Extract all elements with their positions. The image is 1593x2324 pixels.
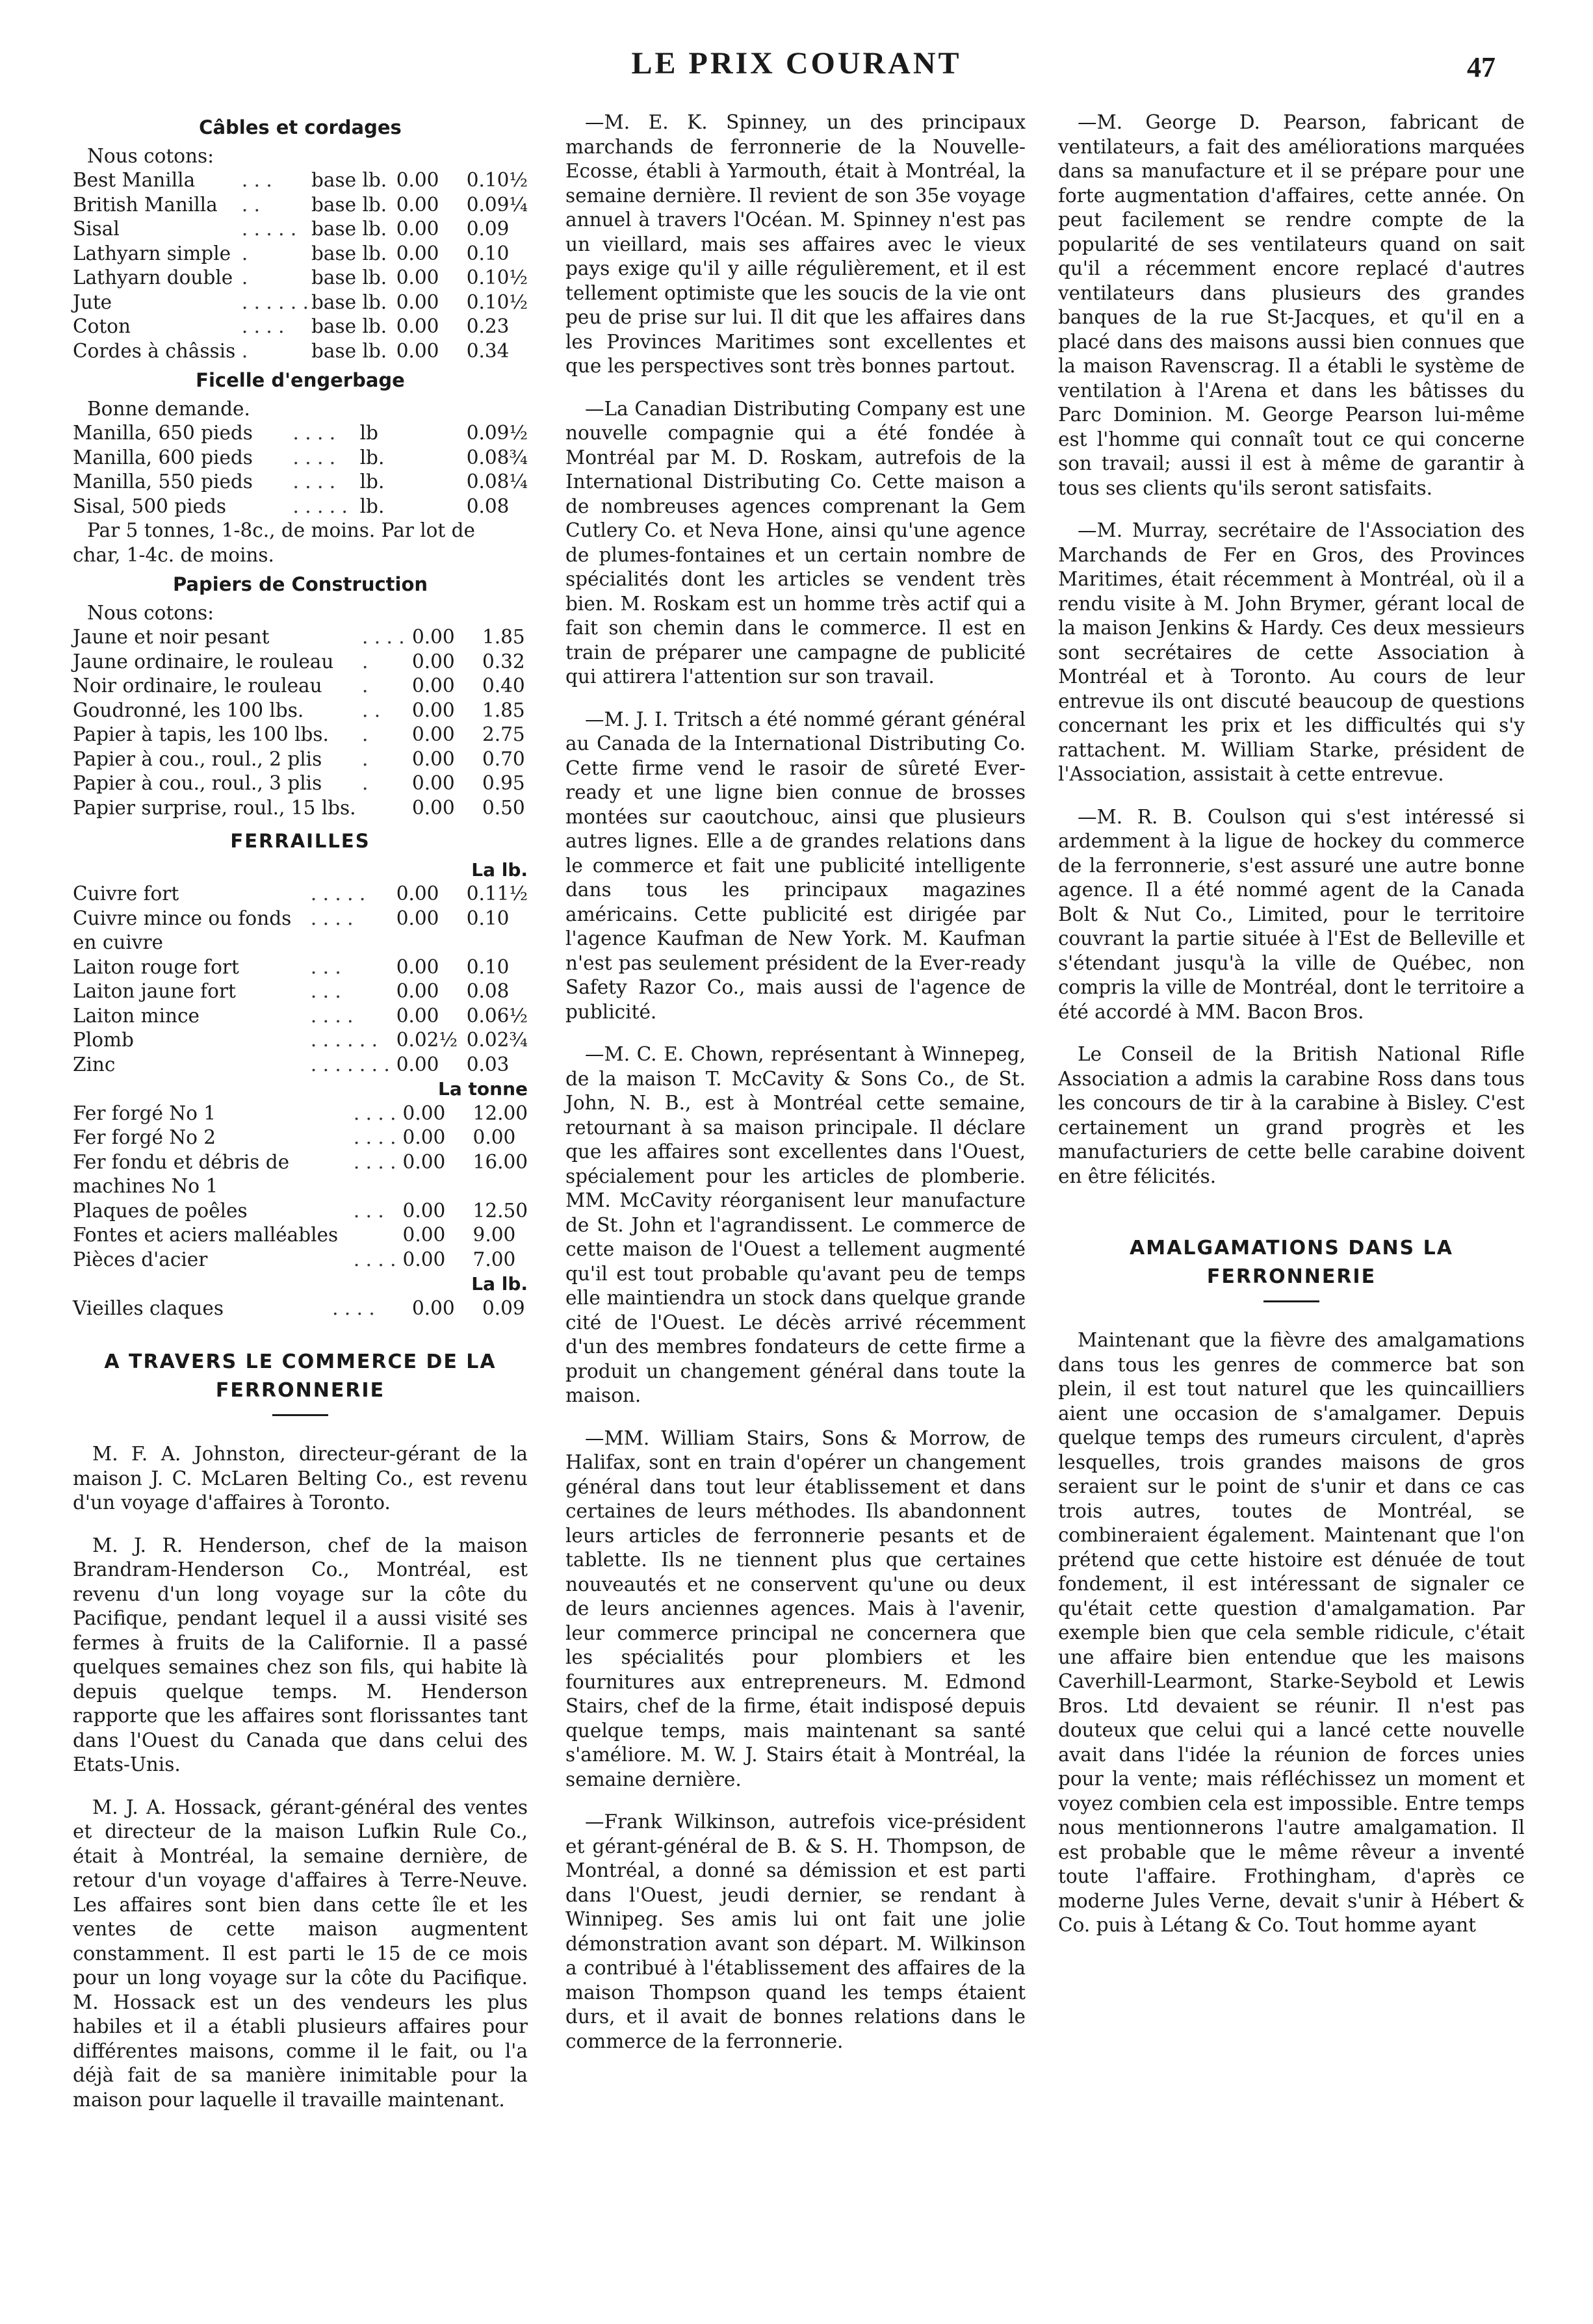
price-high: 9.00 (473, 1224, 516, 1246)
ferrailles-table-2 (73, 1102, 528, 1272)
price-row (73, 650, 528, 675)
leader-dots: . . . . (353, 1102, 396, 1124)
leader-dots: . . . (241, 169, 272, 191)
item-name: Papier à cou., roul., 3 plis (73, 772, 322, 794)
item-name: Fer fondu et débris de machines No 1 (73, 1150, 290, 1197)
item-name: Pièces d'acier (73, 1248, 208, 1271)
price-low: 0.00 (396, 883, 439, 905)
price-high: 0.10½ (466, 266, 528, 289)
item-name: Plomb (73, 1029, 134, 1051)
price-low: 0.00 (412, 796, 455, 819)
price-low: 0.00 (402, 1224, 446, 1246)
article-paragraph: M. J. A. Hossack, gérant-général des ventes et directeur de la maison Lufkin Rule Co., était à Montréal, la semaine dernière, de retour d'un voyage d'affaires à Terre-Neuve. Les affaires sont bien dans cette île et les ventes de cette maison augmentent constamment. Il est parti le 15 de ce mois pour un long voyage sur la côte du Pacifique. M. Hossack est un des vendeurs les plus habiles et il a établi plusieurs affaires pour différentes maisons, comme il le fait, ou l'a déjà fait de sa manière inimitable pour la maison pour laquelle il travaille maintenant. (73, 1796, 528, 2111)
article-paragraph: —M. C. E. Chown, représentant à Winnepeg, de la maison T. McCavity & Sons Co., de St. John, N. B., est à Montréal cette semaine, retournant à sa maison principale. Il déclare que les affaires sont excellentes dans l'Ouest, spécialement pour les articles de plomberie. MM. McCavity réorganisent leur manufacture de St. John et l'agrandissent. Le commerce de cette maison de l'Ouest a tellement augmenté qu'il est tout probable qu'avant peu de temps elle maintiendra un stock dans quelque grande cité de l'Ouest. Le décès arrivé récemment d'un des membres fondateurs de cette firme a produit un changement général dans toute la maison. (565, 1043, 1026, 1406)
item-name: Fer forgé No 2 (73, 1126, 216, 1148)
price-low: 0.00 (396, 955, 439, 978)
price-high: 0.09¼ (466, 193, 528, 216)
price-high: 0.09½ (466, 422, 528, 444)
item-name: Jaune ordinaire, le rouleau (73, 650, 334, 673)
price-low: 0.00 (396, 242, 439, 265)
price-row (73, 625, 528, 650)
ferrailles-unit-tonne: La tonne (438, 1078, 528, 1100)
price-low: 0.00 (396, 339, 439, 362)
price-low: 0.00 (402, 1199, 446, 1222)
price-high: 1.85 (482, 626, 525, 648)
price-high: 0.11½ (466, 883, 528, 905)
leader-dots: . . . . (241, 315, 285, 337)
price-high: 0.08 (466, 980, 510, 1002)
item-name: Noir ordinaire, le rouleau (73, 675, 322, 697)
leader-dots: . . . . . (292, 495, 348, 517)
price-row (73, 1102, 528, 1126)
item-name: Fontes et aciers malléables (73, 1224, 339, 1246)
price-low: 0.00 (412, 747, 455, 770)
price-high: 0.08¾ (466, 446, 528, 469)
price-row (73, 1297, 528, 1321)
leader-dots: . . . . (292, 446, 336, 469)
price-row (73, 168, 528, 193)
price-high: 0.50 (482, 796, 525, 819)
price-row (73, 1223, 528, 1248)
price-low (390, 470, 461, 495)
price-high: 16.00 (473, 1150, 528, 1173)
price-low (390, 421, 461, 446)
item-name: Lathyarn double (73, 266, 233, 289)
page-number: 47 (1467, 51, 1496, 83)
ficelle-heading: Ficelle d'engerbage (196, 369, 405, 391)
price-row (73, 771, 528, 796)
price-high: 0.08 (466, 495, 510, 517)
leader-dots: . (361, 723, 369, 745)
price-low: 0.00 (396, 218, 439, 240)
article-paragraph: —M. George D. Pearson, fabricant de ventilateurs, a fait des améliorations marquées dans sa manufacture et il se prépare pour une forte augmentation d'affaires, cette année. On peut facilement se rendre compte de la popularité de ses ventilateurs quand on sait qu'il a récemment encore replacé d'autres ventilateurs dans plusieurs des grandes banques de la rue St-Jacques, et qu'il en a placé dans des maisons aussi bien connues que la maison Ravenscrag. Il a établi le système de ventilation à l'Arena et dans les bâtisses du Parc Dominion. M. George Pearson lui-même est l'homme qui connaît tout ce qui concerne son travail; aussi il est à même de garantir à tous ses clients qu'ils seront satisfaits. (1058, 111, 1525, 499)
price-low: 0.00 (396, 907, 439, 929)
unit-label: base lb. (311, 169, 387, 191)
price-high: 0.34 (466, 339, 510, 362)
price-row (73, 217, 528, 242)
leader-dots: . . . . (361, 626, 405, 648)
price-row (73, 446, 528, 471)
ferrailles-table-1 (73, 882, 528, 1077)
price-low: 0.00 (402, 1102, 446, 1124)
price-low: 0.00 (412, 723, 455, 745)
price-low: 0.00 (412, 772, 455, 794)
price-high: 0.10 (466, 955, 510, 978)
leader-dots: . (241, 339, 248, 362)
price-row (73, 495, 528, 519)
price-low: 0.00 (396, 169, 439, 191)
price-row (73, 339, 528, 364)
price-high: 0.10 (466, 242, 510, 265)
item-name: Papier à tapis, les 100 lbs. (73, 723, 329, 745)
price-row (73, 1150, 528, 1199)
price-low: 0.00 (402, 1248, 446, 1271)
unit-label: base lb. (311, 266, 387, 289)
price-high: 2.75 (482, 723, 525, 745)
price-row (73, 242, 528, 266)
papiers-table (73, 625, 528, 820)
ficelle-table (73, 421, 528, 519)
ferrailles-table-3 (73, 1297, 528, 1321)
price-row (73, 747, 528, 772)
item-name: Jute (73, 290, 112, 313)
price-low: 0.00 (396, 193, 439, 216)
item-name: Cuivre fort (73, 883, 179, 905)
unit-label: base lb. (311, 315, 387, 337)
item-name: Sisal (73, 218, 120, 240)
price-row (73, 674, 528, 699)
price-low: 0.00 (396, 315, 439, 337)
price-high: 0.40 (482, 675, 525, 697)
article-travers-heading: A TRAVERS LE COMMERCE DE LA FERRONNERIE (104, 1350, 497, 1402)
item-name: Coton (73, 315, 131, 337)
price-row (73, 421, 528, 446)
leader-dots: . . . . (353, 1248, 396, 1271)
price-high: 0.10½ (466, 169, 528, 191)
unit-label: lb. (359, 471, 385, 493)
price-low: 0.02½ (396, 1029, 458, 1051)
price-high: 0.09 (466, 218, 510, 240)
price-row (73, 955, 528, 980)
article-paragraph: —MM. William Stairs, Sons & Morrow, de Halifax, sont en train d'opérer un changement général dans tout leur établissement et dans certaines de leurs méthodes. Ils abandonnent leurs articles de ferronnerie pesants et de tablette. Ils ne tiennent plus que certaines nouveautés et ne conservent qu'une ou deux de leurs anciennes agences. Mais à l'avenir, leur commerce principal ne concernera que les spécialités pour plombiers et les fournitures aux entrepreneurs. M. Edmond Stairs, chef de la firme, était indisposé depuis quelque temps, mais maintenant sa santé s'améliore. M. W. J. Stairs était à Montréal, la semaine dernière. (565, 1427, 1026, 1790)
price-high: 0.09 (482, 1297, 525, 1319)
ferrailles-heading: FERRAILLES (230, 830, 370, 852)
leader-dots: . . . . . (310, 883, 366, 905)
leader-dots: . . (361, 699, 381, 721)
price-low: 0.00 (396, 290, 439, 313)
price-row (73, 266, 528, 290)
item-name: Papier surprise, roul., 15 lbs. (73, 796, 356, 819)
price-row (73, 1053, 528, 1078)
item-name: Manilla, 550 pieds (73, 471, 253, 493)
article-paragraph: —M. Murray, secrétaire de l'Association des Marchands de Fer en Gros, des Provinces Maritimes, était récemment à Montréal, où il a rendu visite à M. John Brymer, gérant local de la maison Jenkins & Hardy. Ces deux messieurs sont secrétaires de cette Association à Montréal et à Toronto. Au cours de leur entrevue ils ont discuté beaucoup de questions concernant les prix et les difficultés qui s'y rattachent. M. William Starke, président de l'Association, assistait à cette entrevue. (1058, 519, 1525, 785)
item-name: Jaune et noir pesant (73, 626, 270, 648)
item-name: Cuivre mince ou fonds en cuivre (73, 907, 292, 953)
leader-dots: . . . . (292, 422, 336, 444)
price-low: 0.00 (402, 1126, 446, 1148)
leader-dots: . (361, 747, 369, 770)
item-name: British Manilla (73, 193, 218, 216)
unit-label: lb. (359, 495, 385, 517)
column-2 (565, 110, 1026, 2072)
price-low: 0.00 (412, 1297, 455, 1319)
price-low: 0.00 (396, 980, 439, 1002)
papiers-note: Nous cotons: (87, 601, 214, 624)
heading-rule (272, 1414, 328, 1416)
price-low (390, 495, 461, 519)
column-1 (73, 110, 528, 2130)
unit-label: base lb. (311, 242, 387, 265)
unit-label: base lb. (311, 290, 387, 313)
unit-label: base lb. (311, 339, 387, 362)
article-paragraph: Le Conseil de la British National Rifle Association a admis la carabine Ross dans tous les concours de tir à la carabine à Bisley. C'est certainement un grand progrès et les manufacturiers de cette belle carabine doivent en être félicités. (1058, 1043, 1525, 1187)
cables-note: Nous cotons: (87, 144, 214, 167)
ficelle-note: Bonne demande. (87, 397, 250, 420)
item-name: Lathyarn simple (73, 242, 231, 265)
leader-dots: . (361, 650, 369, 673)
item-name: Laiton rouge fort (73, 955, 239, 978)
article-travers-body (73, 1442, 528, 2112)
article-paragraph: —Frank Wilkinson, autrefois vice-président et gérant-général de B. & S. H. Thompson, de Montréal, a donné sa démission et est parti dans l'Ouest, jeudi dernier, se rendant à Winnipeg. Ses amis lui ont fait une jolie démonstration avant son départ. M. Wilkinson a contribué à l'établissement des affaires de la maison Thompson quand les temps étaient durs, et il avait de bonnes relations dans le commerce de la ferronnerie. (565, 1811, 1026, 2052)
item-name: Vieilles claques (73, 1297, 224, 1319)
leader-dots: . . . (310, 980, 341, 1002)
price-high: 0.95 (482, 772, 525, 794)
leader-dots: . (361, 675, 369, 697)
ferrailles-unit-lb: La lb. (471, 859, 528, 881)
article-paragraph: —M. J. I. Tritsch a été nommé gérant général au Canada de la International Distributing Co. Cette firme vend le rasoir de sûreté Ever-ready et une ligne bien connue de brosses montées sur caoutchouc, ainsi que plusieurs autres lignes. Elle a de grandes relations dans le commerce et fait une publicité intelligente dans tous les principaux magazines américains. Cette publicité est dirigée par l'agence Kaufman de New York. M. Kaufman n'est pas seulement président de la Ever-ready Safety Razor Co., mais aussi de l'agence de publicité. (565, 708, 1026, 1023)
price-low: 0.00 (412, 650, 455, 673)
price-row (73, 193, 528, 218)
article-paragraph: —La Canadian Distributing Company est une nouvelle compagnie qui a été fondée à Montréal par M. D. Roskam, autrefois de la International Distributing Co. Cette maison a de nombreuses agences comprenant la Gem Cutlery Co. et Neva Hone, ainsi qu'une agence de plumes-fontaines et un certain nombre de spécialités dont les articles se vendent très bien. M. Roskam est un homme très actif qui a fait son chemin dans le commerce. Il est en train de préparer une campagne de publicité qui attirera l'attention sur son travail. (565, 397, 1026, 688)
leader-dots: . . (241, 193, 261, 216)
article-paragraph: —M. E. K. Spinney, un des principaux marchands de ferronnerie de la Nouvelle-Ecosse, établi à Yarmouth, était à Montréal, la semaine dernière. Il revient de son 35e voyage annuel à travers l'Océan. M. Spinney n'est pas un vieillard, mais ses affaires avec le vieux pays exige qu'il y aille régulièrement, et il est tellement optimiste que les soucis de la vie ont peu de prise sur lui. Il dit que les affaires dans les Provinces Maritimes sont excellentes et que les perspectives sont très bonnes partout. (565, 111, 1026, 377)
price-low: 0.00 (396, 1004, 439, 1027)
article-paragraph: M. J. R. Henderson, chef de la maison Brandram-Henderson Co., Montréal, est revenu d'un long voyage sur la côte du Pacifique, pendant lequel il a aussi visité ses fermes à fruits de la Californie. Il a passé quelques semaines chez son fils, qui habite là depuis quelque temps. M. Henderson rapporte que les affaires sont florissantes tant dans l'Ouest du Canada que dans celui des Etats-Unis. (73, 1534, 528, 1775)
article-paragraph: M. F. A. Johnston, directeur-gérant de la maison J. C. McLaren Belting Co., est revenu d'un voyage d'affaires à Toronto. (73, 1443, 528, 1514)
price-row (73, 1028, 528, 1053)
article-paragraph: Maintenant que la fièvre des amalgamations dans tous les genres de commerce bat son plein, il est tout naturel que les quincailliers aient une occasion de s'amalgamer. Depuis quelque temps des rumeurs circulent, d'après lesquelles, trois grandes maisons de gros seraient sur le point de s'unir et dans ce cas trois autres, toutes de Montréal, se combineraient également. Maintenant que l'on prétend que cette histoire est dénuée de tout fondement, il est intéressant de signaler ce qu'était cette question d'amalgamation. Par exemple bien que cela semble ridicule, c'était une affaire bien entendue que les maisons Caverhill-Learmont, Starke-Seybold et Lewis Bros. Ltd devaient se réunir. Il n'est pas douteux que celui qui a lancé cette nouvelle avait dans l'idée la réunion de forces unies pour la vente; mais réfléchissez un moment et voyez combien cela est impossible. Entre temps nous mentionnerons l'autre amalgamation. Il est probable que le même rêveur a inventé toute l'affaire. Frothingham, d'après ce moderne Jules Verne, devait s'unir à Hébert & Co. puis à Létang & Co. Tout homme ayant (1058, 1329, 1525, 1936)
item-name: Goudronné, les 100 lbs. (73, 699, 304, 721)
price-low: 0.00 (396, 266, 439, 289)
item-name: Zinc (73, 1053, 116, 1076)
item-name: Laiton jaune fort (73, 980, 236, 1002)
ficelle-footnote: Par 5 tonnes, 1-8c., de moins. Par lot de char, 1-4c. de moins. (73, 519, 476, 566)
leader-dots (362, 796, 406, 821)
cables-heading: Câbles et cordages (199, 116, 402, 138)
item-name: Manilla, 600 pieds (73, 446, 253, 469)
unit-label: base lb. (311, 193, 387, 216)
price-low: 0.00 (412, 699, 455, 721)
papiers-heading: Papiers de Construction (172, 573, 428, 595)
leader-dots: . . . . . . (241, 290, 309, 313)
price-high: 12.50 (473, 1199, 528, 1222)
price-low (390, 446, 461, 471)
cables-table (73, 168, 528, 363)
price-high: 0.32 (482, 650, 525, 673)
price-high: 7.00 (473, 1248, 516, 1271)
price-high: 0.10 (466, 907, 510, 929)
price-row (73, 796, 528, 821)
price-row (73, 882, 528, 907)
price-row (73, 1199, 528, 1224)
leader-dots: . . . . . (241, 218, 297, 240)
item-name: Fer forgé No 1 (73, 1102, 216, 1124)
article-amalgamations-heading: AMALGAMATIONS DANS LA FERRONNERIE (1130, 1237, 1453, 1288)
price-high: 0.02¾ (466, 1029, 528, 1051)
price-row (73, 290, 528, 315)
page-title: LE PRIX COURANT (631, 46, 962, 81)
price-low: 0.00 (412, 626, 455, 648)
price-row (73, 1248, 528, 1272)
leader-dots: . . . . (353, 1126, 396, 1148)
price-low: 0.00 (402, 1150, 446, 1173)
unit-label: lb (359, 422, 378, 444)
article-paragraph: —M. R. B. Coulson qui s'est intéressé si ardemment à la ligue de hockey du commerce de la ferronnerie, s'est assuré une autre bonne agence. Il a été nommé agent de la Canada Bolt & Nut Co., Limited, pour le territoire couvrant la partie située à l'Est de Belleville et s'étendant jusqu'à la ville de Québec, non compris la ville de Montréal, dont le territoire a été accordé à MM. Bacon Bros. (1058, 805, 1525, 1023)
unit-label: lb. (359, 446, 385, 469)
leader-dots: . . . . . . (310, 1029, 378, 1051)
leader-dots: . . . . (292, 471, 336, 493)
article-col3-body (1058, 110, 1525, 1189)
price-high: 0.03 (466, 1053, 510, 1076)
ferrailles-unit-lb-2: La lb. (471, 1273, 528, 1295)
unit-label: base lb. (311, 218, 387, 240)
item-name: Best Manilla (73, 169, 196, 191)
price-row (73, 907, 528, 955)
price-high: 0.23 (466, 315, 510, 337)
article-continued-body (565, 110, 1026, 2054)
item-name: Cordes à châssis (73, 339, 236, 362)
price-row (73, 1126, 528, 1150)
leader-dots: . . . . (310, 907, 354, 929)
leader-dots: . . . (353, 1199, 384, 1222)
price-high: 0.70 (482, 747, 525, 770)
column-3 (1058, 110, 1525, 1956)
item-name: Papier à cou., roul., 2 plis (73, 747, 322, 770)
item-name: Laiton mince (73, 1004, 200, 1027)
price-high: 0.08¼ (466, 471, 528, 493)
price-low: 0.00 (412, 675, 455, 697)
price-row (73, 723, 528, 747)
leader-dots: . (241, 266, 248, 289)
leader-dots: . . . . (310, 1004, 354, 1027)
price-high: 0.10½ (466, 290, 528, 313)
item-name: Sisal, 500 pieds (73, 495, 227, 517)
leader-dots: . (241, 242, 248, 265)
price-row (73, 699, 528, 723)
leader-dots: . . . . . . . (310, 1053, 390, 1076)
item-name: Plaques de poêles (73, 1199, 248, 1222)
price-low: 0.00 (396, 1053, 439, 1076)
price-high: 0.06½ (466, 1004, 528, 1027)
item-name: Manilla, 650 pieds (73, 422, 253, 444)
leader-dots (354, 1223, 396, 1248)
leader-dots: . . . . (353, 1150, 396, 1173)
price-row (73, 1004, 528, 1029)
leader-dots: . . . (310, 955, 341, 978)
price-high: 1.85 (482, 699, 525, 721)
leader-dots: . . . . (332, 1297, 375, 1319)
price-row (73, 315, 528, 339)
article-amalgamations-body (1058, 1328, 1525, 1938)
heading-rule-2 (1263, 1300, 1319, 1302)
price-high: 0.00 (473, 1126, 516, 1148)
leader-dots: . (361, 772, 369, 794)
price-row (73, 979, 528, 1004)
price-row (73, 470, 528, 495)
price-high: 12.00 (473, 1102, 528, 1124)
